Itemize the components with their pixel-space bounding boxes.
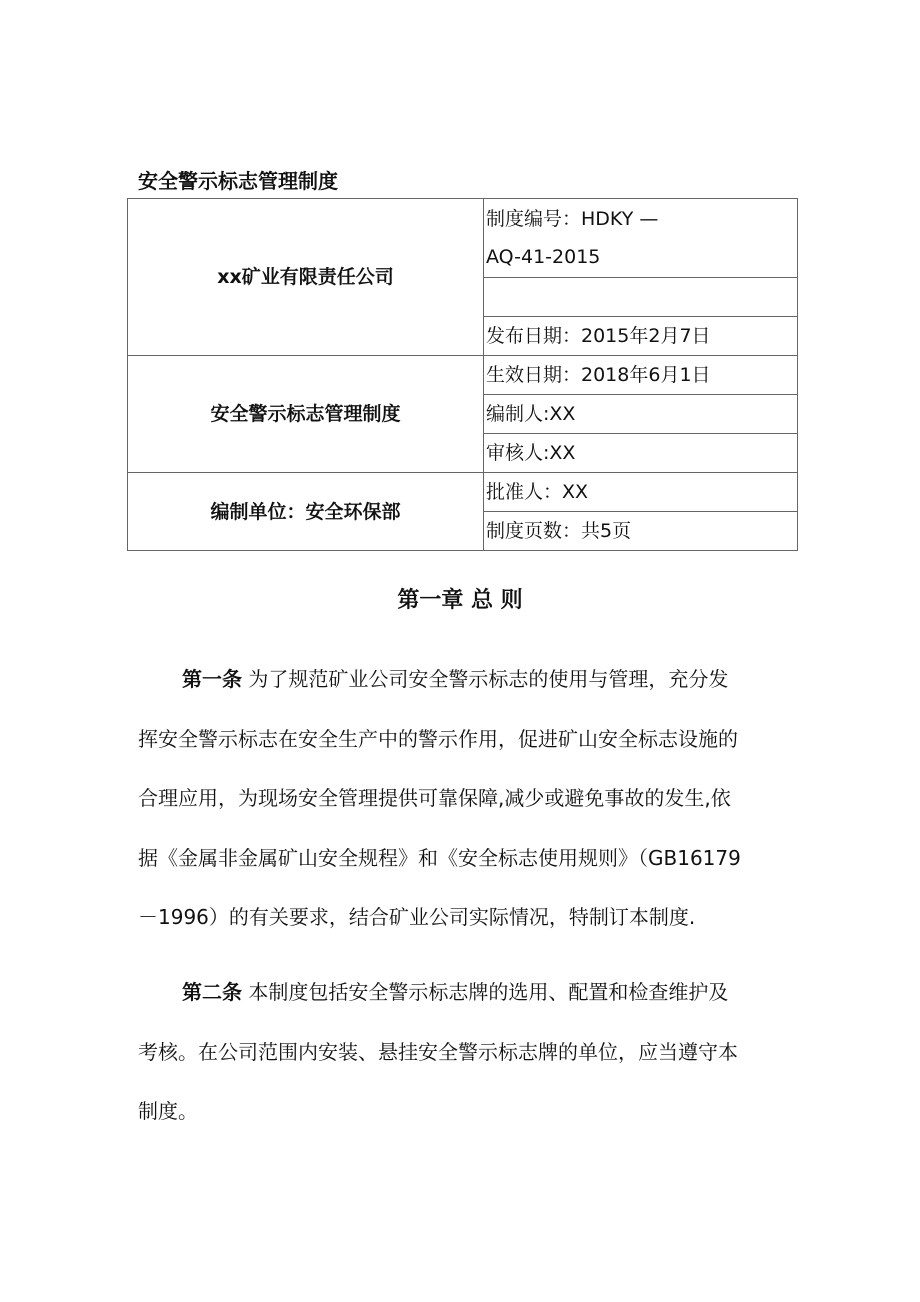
article-1 <box>138 650 798 948</box>
document-header-table <box>127 198 798 551</box>
reviewer-cell <box>484 434 798 473</box>
effective-date: 生效日期：2018年6月1日 <box>486 364 711 386</box>
article-1-text: 为了规范矿业公司安全警示标志的使用与管理，充分发 <box>242 667 729 691</box>
effective-date-cell <box>484 356 798 395</box>
article-2-line: 考核。在公司范围内安装、悬挂安全警示标志牌的单位，应当遵守本 <box>138 1039 738 1064</box>
article-2-text: 本制度包括安全警示标志牌的选用、配置和检查维护及 <box>242 980 729 1004</box>
system-number-line2: AQ-41-2015 <box>486 246 601 268</box>
approver: 批准人：XX <box>486 481 589 503</box>
editor-cell <box>484 395 798 434</box>
system-number-line1: 制度编号：HDKY — <box>486 208 659 230</box>
article-1-line <box>138 650 798 710</box>
document-title: 安全警示标志管理制度 <box>138 169 338 193</box>
chapter-title: 第一章 总 则 <box>397 588 523 613</box>
approver-cell <box>484 473 798 512</box>
page-count-cell <box>484 512 798 551</box>
company-name: xx矿业有限责任公司 <box>217 266 394 288</box>
compiling-unit: 编制单位：安全环保部 <box>210 500 401 523</box>
article-1-line: 据《金属非金属矿山安全规程》和《安全标志使用规则》（GB16179 <box>138 845 741 870</box>
system-name-cell <box>128 356 484 473</box>
article-2 <box>138 963 798 1142</box>
reviewer: 审核人:XX <box>486 442 576 464</box>
issue-date: 发布日期：2015年2月7日 <box>486 325 711 347</box>
article-1-line: 合理应用，为现场安全管理提供可靠保障,减少或避免事故的发生,依 <box>138 786 731 810</box>
article-1-label: 第一条 <box>182 667 242 691</box>
editor: 编制人:XX <box>486 403 576 425</box>
company-name-cell <box>128 199 484 356</box>
article-2-line: 制度。 <box>138 1099 198 1123</box>
system-name: 安全警示标志管理制度 <box>210 403 401 425</box>
issue-date-cell <box>484 317 798 356</box>
article-1-line: 挥安全警示标志在安全生产中的警示作用，促进矿山安全标志设施的 <box>138 726 738 751</box>
page-count: 制度页数：共5页 <box>486 520 632 542</box>
system-number-cell <box>484 199 798 278</box>
compiling-unit-cell <box>128 473 484 551</box>
article-2-label: 第二条 <box>182 980 242 1004</box>
article-2-line <box>138 963 798 1023</box>
blank-cell <box>484 278 798 317</box>
article-1-line: －1996）的有关要求，结合矿业公司实际情况，特制订本制度. <box>138 905 696 929</box>
